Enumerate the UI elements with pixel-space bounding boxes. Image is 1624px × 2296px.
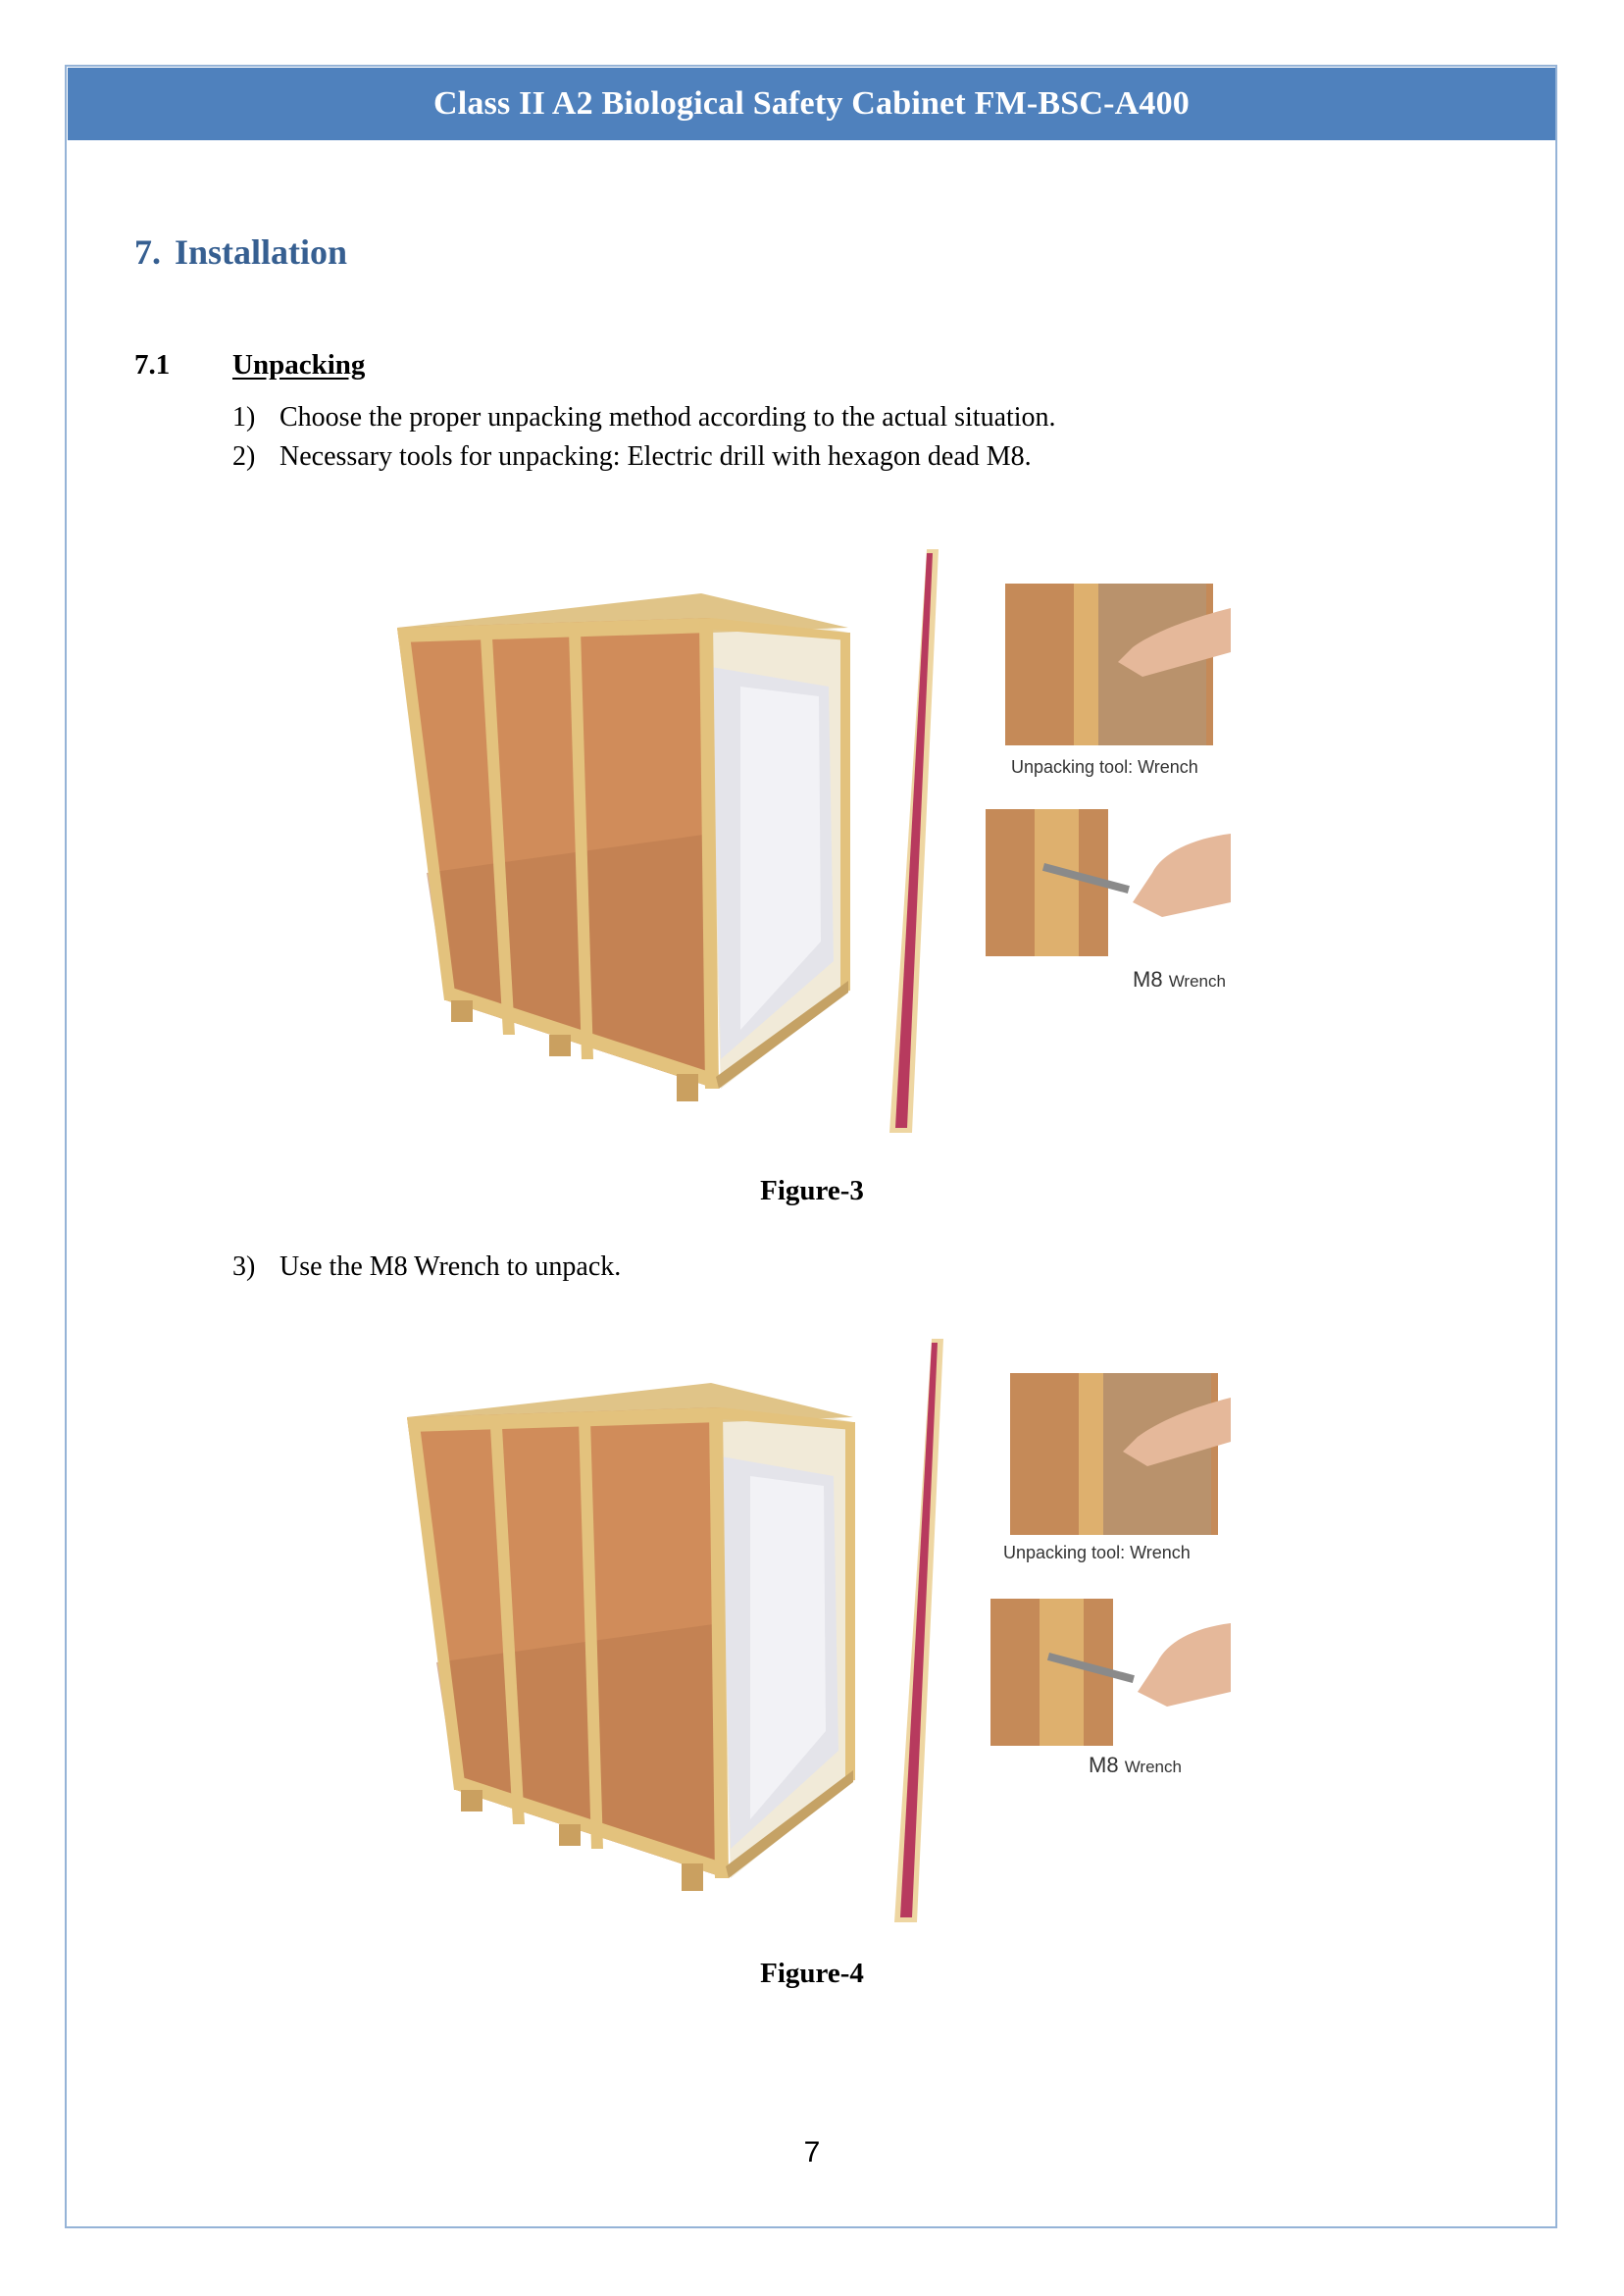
step-text: Choose the proper unpacking method according to the actual situation. [279,402,1056,433]
page-number: 7 [803,2136,821,2168]
wrench-word: Wrench [1168,972,1226,991]
step-marker: 3) [232,1251,256,1282]
inset-label-tool: Unpacking tool: Wrench [1003,1543,1191,1562]
wrench-size: M8 [1089,1753,1119,1777]
step-text: Use the M8 Wrench to unpack. [279,1251,622,1282]
crate-photo-illustration [387,539,1231,1148]
document-title: Class II A2 Biological Safety Cabinet FM-BSC-A400 [432,85,1191,122]
inset-label-tool: Unpacking tool: Wrench [1011,757,1198,777]
step-marker: 1) [232,402,256,433]
figure-3-image [387,539,1231,1148]
step-item [232,1251,621,1283]
figure-4-image [397,1329,1231,1932]
wrench-size: M8 [1133,967,1163,992]
section-title: Installation [175,232,348,272]
wrench-word: Wrench [1124,1758,1182,1776]
figure-caption: Figure-4 [760,1958,864,1989]
section-heading [134,231,347,273]
header-band [68,68,1555,140]
figure-caption: Figure-3 [760,1175,864,1206]
inset-label-wrench [1133,967,1226,993]
step-marker: 2) [232,441,256,472]
step-item [232,441,1032,473]
crate-photo-illustration [397,1329,1231,1932]
subsection-number: 7.1 [134,349,171,381]
subsection-heading [134,349,365,382]
step-text: Necessary tools for unpacking: Electric drill with hexagon dead M8. [279,441,1032,472]
section-number: 7. [134,232,161,272]
step-item [232,402,1056,434]
subsection-title: Unpacking [232,349,366,381]
inset-label-wrench [1089,1753,1182,1778]
